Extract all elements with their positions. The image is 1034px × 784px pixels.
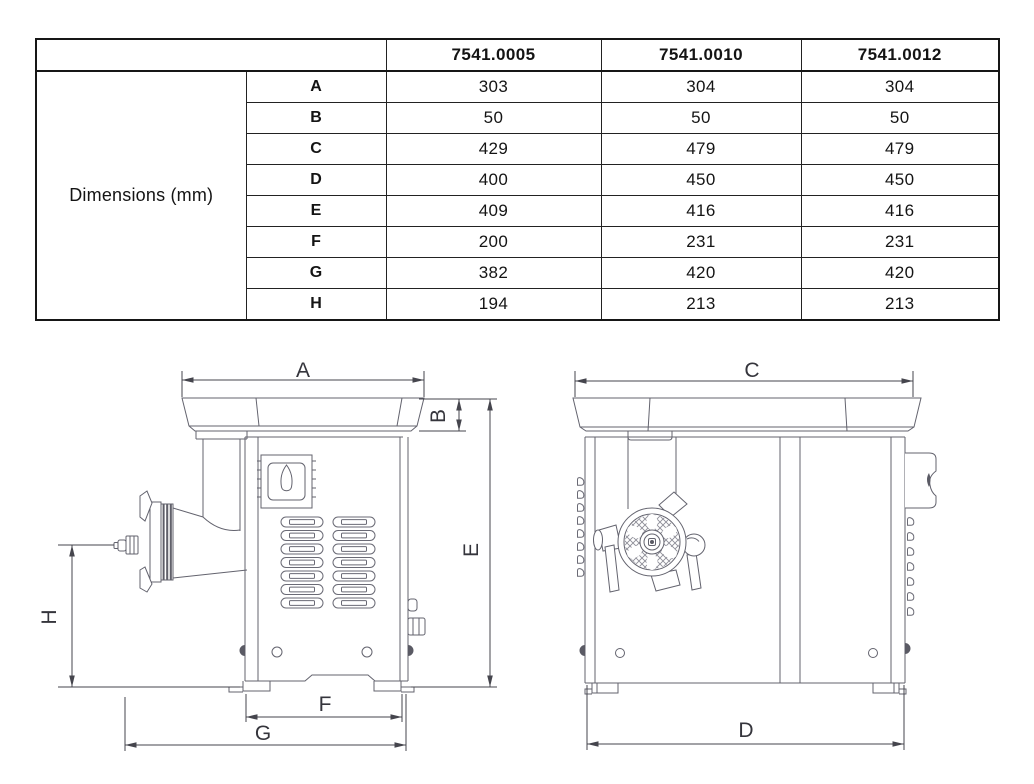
dim-letter: B (246, 103, 386, 134)
side-stub (408, 599, 417, 611)
dim-label-f: F (318, 693, 332, 716)
dim-H (38, 545, 240, 687)
dim-label-g: G (254, 722, 272, 745)
dim-letter: G (246, 258, 386, 289)
chute-notch (628, 431, 672, 440)
dim-C (575, 359, 913, 397)
dim-A (182, 359, 424, 397)
dim-label-a: A (295, 359, 311, 382)
edge-latch (580, 643, 911, 656)
panel-screw-hole (869, 649, 878, 658)
dim-label-e: E (460, 542, 483, 558)
header-model-3: 7541.0012 (801, 39, 999, 71)
dim-value: 479 (601, 134, 801, 165)
dim-value: 479 (801, 134, 999, 165)
dim-letter: H (246, 289, 386, 321)
panel-screw-hole (362, 647, 372, 657)
dim-label-c: C (744, 359, 760, 382)
dim-value: 304 (601, 71, 801, 103)
handle-bar (605, 545, 619, 592)
cabinet (229, 437, 425, 692)
dim-value: 450 (801, 165, 999, 196)
thumb-screw (114, 536, 138, 554)
dim-letter: C (246, 134, 386, 165)
dim-value: 420 (801, 258, 999, 289)
front-view-drawing (573, 359, 936, 750)
header-model-2: 7541.0010 (601, 39, 801, 71)
dim-value: 420 (601, 258, 801, 289)
side-view-machine (114, 398, 425, 692)
dim-value: 409 (386, 196, 601, 227)
right-foot (374, 681, 414, 692)
dim-G (125, 694, 406, 751)
ring-nut (161, 504, 173, 580)
panel-screw-hole (616, 649, 625, 658)
cable-gland (408, 618, 425, 635)
top-tray (573, 398, 921, 431)
dim-value: 382 (386, 258, 601, 289)
dim-value: 304 (801, 71, 999, 103)
dim-label-d: D (738, 719, 754, 742)
dim-D (587, 685, 904, 750)
handle-bar (687, 553, 701, 590)
dim-letter: F (246, 227, 386, 258)
row-group-label: Dimensions (mm) (36, 71, 246, 320)
right-foot (873, 683, 906, 694)
dim-letter: D (246, 165, 386, 196)
dim-value: 213 (801, 289, 999, 321)
dim-F (246, 693, 402, 722)
dim-E (411, 399, 497, 687)
left-foot (585, 683, 618, 694)
dim-value: 231 (801, 227, 999, 258)
dim-label-h: H (38, 609, 61, 625)
dim-value: 416 (801, 196, 999, 227)
dim-label-b: B (427, 408, 450, 424)
vent-louvers (281, 517, 375, 608)
dim-B (419, 399, 497, 431)
edge-latch (240, 645, 414, 656)
dim-value: 200 (386, 227, 601, 258)
grinder-attachment (114, 431, 247, 592)
dim-value: 450 (601, 165, 801, 196)
dim-value: 429 (386, 134, 601, 165)
dim-letter: E (246, 196, 386, 227)
power-switch (257, 455, 316, 508)
side-vent-marks-left (578, 478, 584, 577)
front-view-machine (573, 398, 936, 694)
side-bracket (905, 453, 936, 508)
dim-value: 194 (386, 289, 601, 321)
dim-value: 50 (601, 103, 801, 134)
dim-letter: A (246, 71, 386, 103)
dim-value: 416 (601, 196, 801, 227)
side-vent-marks-right (908, 518, 914, 616)
dim-value: 231 (601, 227, 801, 258)
header-model-1: 7541.0005 (386, 39, 601, 71)
dim-value: 50 (386, 103, 601, 134)
panel-screw-hole (272, 647, 282, 657)
dim-value: 303 (386, 71, 601, 103)
dim-value: 50 (801, 103, 999, 134)
side-view-drawing (38, 359, 497, 751)
dim-value: 213 (601, 289, 801, 321)
dim-value: 400 (386, 165, 601, 196)
grinder-head (594, 492, 706, 592)
